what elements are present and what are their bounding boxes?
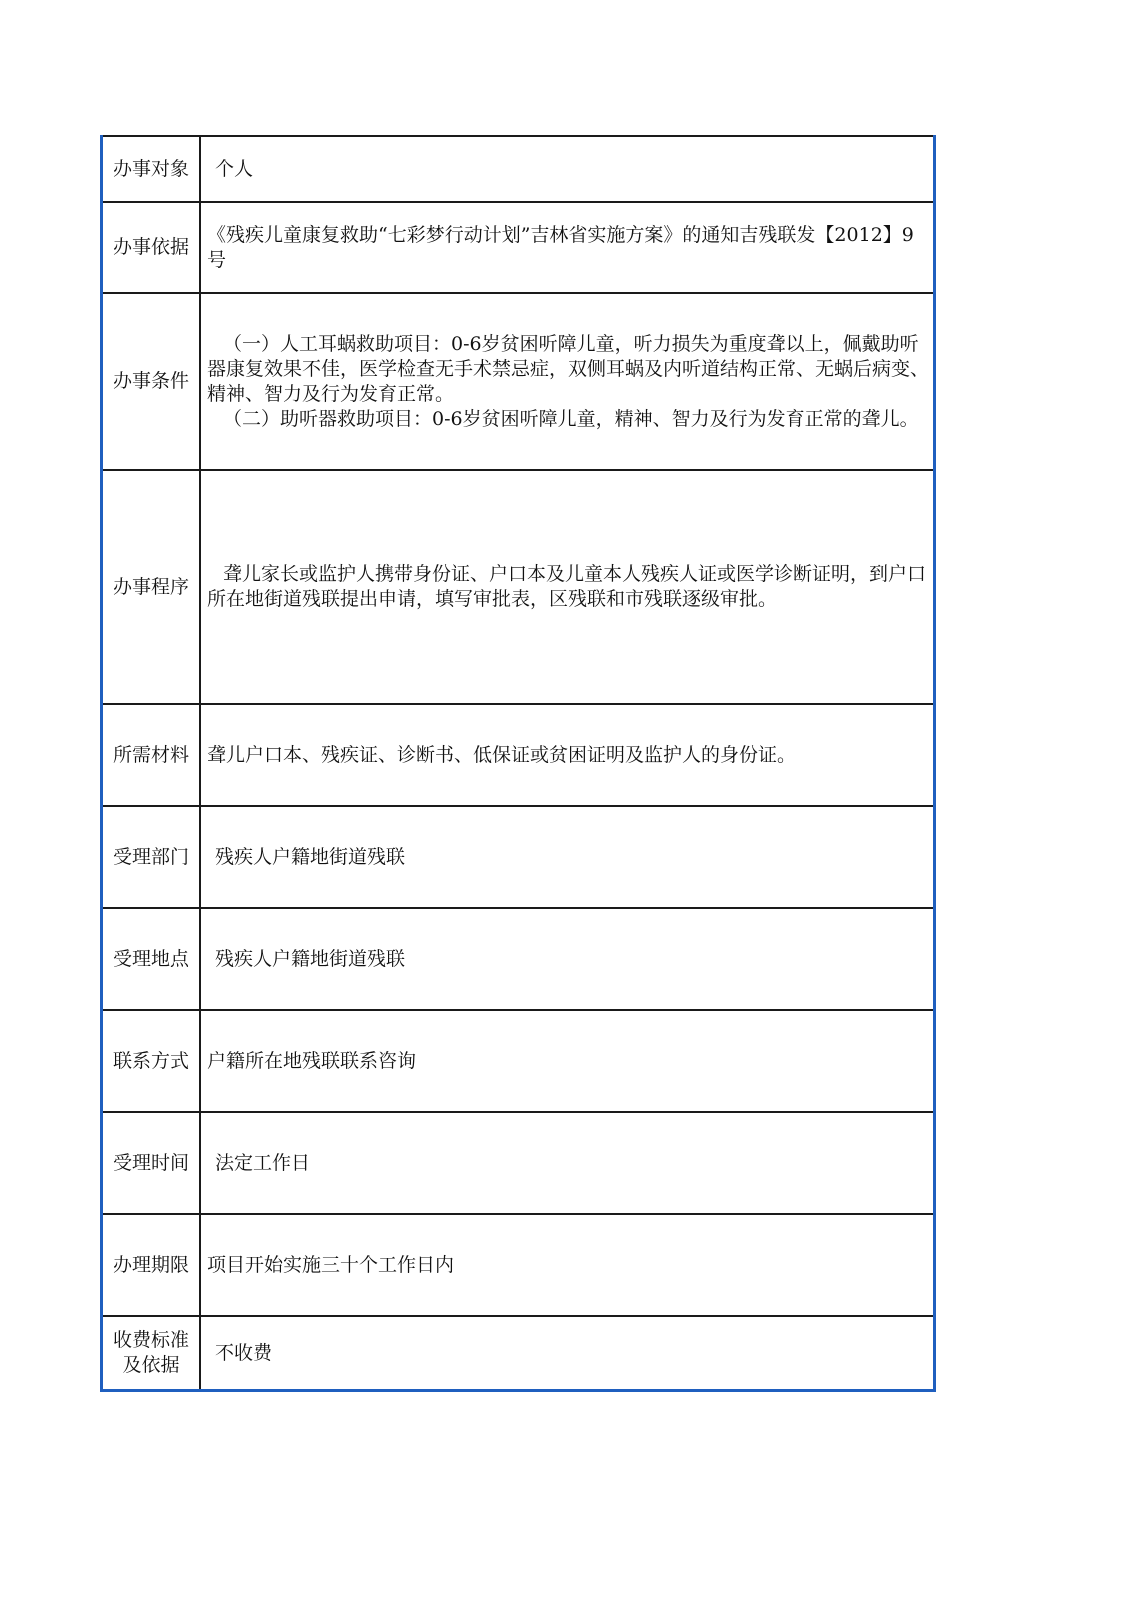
table-row	[103, 1316, 933, 1389]
row-value: 《残疾儿童康复救助“七彩梦行动计划”吉林省实施方案》的通知吉残联发【2012】9号	[200, 202, 933, 293]
row-label: 办理期限	[103, 1214, 200, 1316]
row-label: 办事程序	[103, 470, 200, 704]
row-label: 受理地点	[103, 908, 200, 1010]
row-label: 受理部门	[103, 806, 200, 908]
row-value: 聋儿户口本、残疾证、诊断书、低保证或贫困证明及监护人的身份证。	[200, 704, 933, 806]
table-row	[103, 1112, 933, 1214]
table-row	[103, 136, 933, 202]
row-value: 户籍所在地残联联系咨询	[200, 1010, 933, 1112]
info-table	[103, 135, 933, 1389]
row-value: 残疾人户籍地街道残联	[200, 908, 933, 1010]
row-value	[200, 470, 933, 704]
row-label: 所需材料	[103, 704, 200, 806]
condition-item: （二）助听器救助项目：0-6岁贫困听障儿童，精神、智力及行为发育正常的聋儿。	[223, 407, 919, 430]
procedure-text: 聋儿家长或监护人携带身份证、户口本及儿童本人残疾人证或医学诊断证明，到户口所在地街道残联提出申请，填写审批表，区残联和市残联逐级审批。	[207, 563, 927, 610]
row-value: 不收费	[200, 1316, 933, 1389]
row-value	[200, 293, 933, 470]
table-row	[103, 1214, 933, 1316]
condition-item: （一）人工耳蜗救助项目：0-6岁贫困听障儿童，听力损失为重度聋以上，佩戴助听器康复效果不佳，医学检查无手术禁忌症，双侧耳蜗及内听道结构正常、无蜗后病变、精神、智力及行为发育正常。	[207, 332, 930, 405]
table-row	[103, 293, 933, 470]
table-row	[103, 704, 933, 806]
table-row	[103, 470, 933, 704]
row-label: 受理时间	[103, 1112, 200, 1214]
row-label: 联系方式	[103, 1010, 200, 1112]
row-value: 项目开始实施三十个工作日内	[200, 1214, 933, 1316]
row-label: 办事对象	[103, 136, 200, 202]
table-row	[103, 806, 933, 908]
table-row	[103, 1010, 933, 1112]
row-label: 办事依据	[103, 202, 200, 293]
row-value: 个人	[200, 136, 933, 202]
table-row	[103, 202, 933, 293]
row-label: 办事条件	[103, 293, 200, 470]
service-info-table	[100, 135, 936, 1392]
table-row	[103, 908, 933, 1010]
row-label	[103, 1316, 200, 1389]
row-label-line: 收费标准	[112, 1329, 189, 1351]
row-value: 残疾人户籍地街道残联	[200, 806, 933, 908]
row-value: 法定工作日	[200, 1112, 933, 1214]
row-label-line: 及依据	[122, 1354, 180, 1376]
